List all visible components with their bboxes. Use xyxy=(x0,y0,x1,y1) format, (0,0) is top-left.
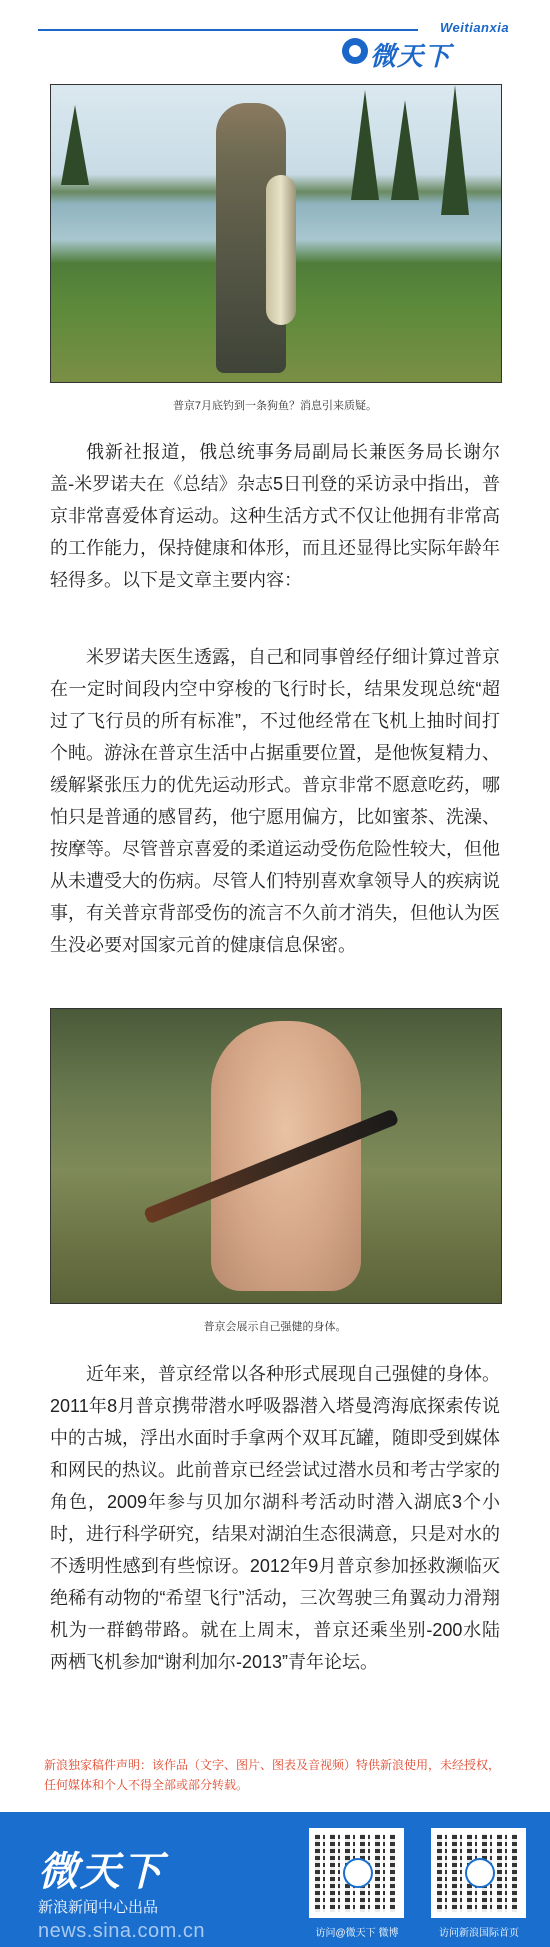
logo-chinese[interactable]: 微天下 xyxy=(370,41,452,71)
footer xyxy=(0,1812,550,1947)
header xyxy=(0,0,550,70)
copyright-notice: 新浪独家稿件声明：该作品（文字、图片、图表及音视频）特供新浪使用，未经授权，任何媒体和个人不得全部或部分转载。 xyxy=(44,1758,501,1792)
tree xyxy=(391,100,419,200)
photo-putin-rifle xyxy=(50,1008,502,1304)
fish xyxy=(266,175,296,325)
logo-english: Weitianxia xyxy=(440,20,510,35)
weibo-qr-code[interactable] xyxy=(309,1828,404,1918)
tree xyxy=(61,105,89,185)
figure2-caption: 普京会展示自己强健的身体。 xyxy=(203,1321,347,1333)
footer-brand[interactable]: 微天下 xyxy=(38,1850,164,1894)
photo-putin-fishing xyxy=(50,84,502,383)
footer-url-link[interactable]: news.sina.com.cn xyxy=(38,1920,205,1942)
footer-subtitle: 新浪新闻中心出品 xyxy=(38,1899,159,1916)
sina-qr-code[interactable] xyxy=(431,1828,526,1918)
weibo-qr-label: 访问@微天下 微博 xyxy=(315,1928,399,1939)
header-rule xyxy=(38,29,418,31)
sina-logo-icon xyxy=(465,1858,495,1888)
article-paragraph-2: 米罗诺夫医生透露，自己和同事曾经仔细计算过普京在一定时间段内空中穿梭的飞行时长，结果发现总统“超过了飞行员的所有标准”，不过他经常在飞机上抽时间打个盹。游泳在普京生活中占据重要位置，是他恢复精力、缓解紧张压力的优先运动形式。普京非常不愿意吃药，哪怕只是普通的感冒药，他宁愿用偏方，比如蜜茶、洗澡、按摩等。尽管普京喜爱的柔道运动受伤危险性较大，但他从未遭受大的伤病。尽管人们特别喜欢拿领导人的疾病说事，有关普京背部受伤的流言不久前才消失，但他认为医生没必要对国家元首的健康信息保密。 xyxy=(50,647,500,955)
figure1-caption: 普京7月底钓到一条狗鱼？消息引来质疑。 xyxy=(172,400,378,412)
tree xyxy=(351,90,379,200)
article-paragraph-1: 俄新社报道，俄总统事务局副局长兼医务局长谢尔盖-米罗诺夫在《总结》杂志5日刊登的采访录中指出，普京非常喜爱体育运动。这种生活方式不仅让他拥有非常高的工作能力，保持健康和体形，而且还显得比实际年龄年轻得多。以下是文章主要内容： xyxy=(50,442,500,590)
article-paragraph-3: 近年来，普京经常以各种形式展现自己强健的身体。2011年8月普京携带潜水呼吸器潜入塔曼湾海底探索传说中的古城，浮出水面时手拿两个双耳瓦罐，随即受到媒体和网民的热议。此前普京已经尝试过潜水员和考古学家的角色，2009年参与贝加尔湖科考活动时潜入湖底3个小时，进行科学研究，结果对湖泊生态很满意，只是对水的不透明性感到有些惊讶。2012年9月普京参加拯救濒临灭绝稀有动物的“希望飞行”活动，三次驾驶三角翼动力滑翔机为一群鹤带路。就在上周末，普京还乘坐别-200水陆两栖飞机参加“谢利加尔-2013”青年论坛。 xyxy=(50,1364,500,1672)
weibo-globe-icon xyxy=(342,38,368,64)
sina-qr-label: 访问新浪国际首页 xyxy=(439,1928,519,1939)
tree xyxy=(441,85,469,215)
weibo-logo-icon xyxy=(343,1858,373,1888)
